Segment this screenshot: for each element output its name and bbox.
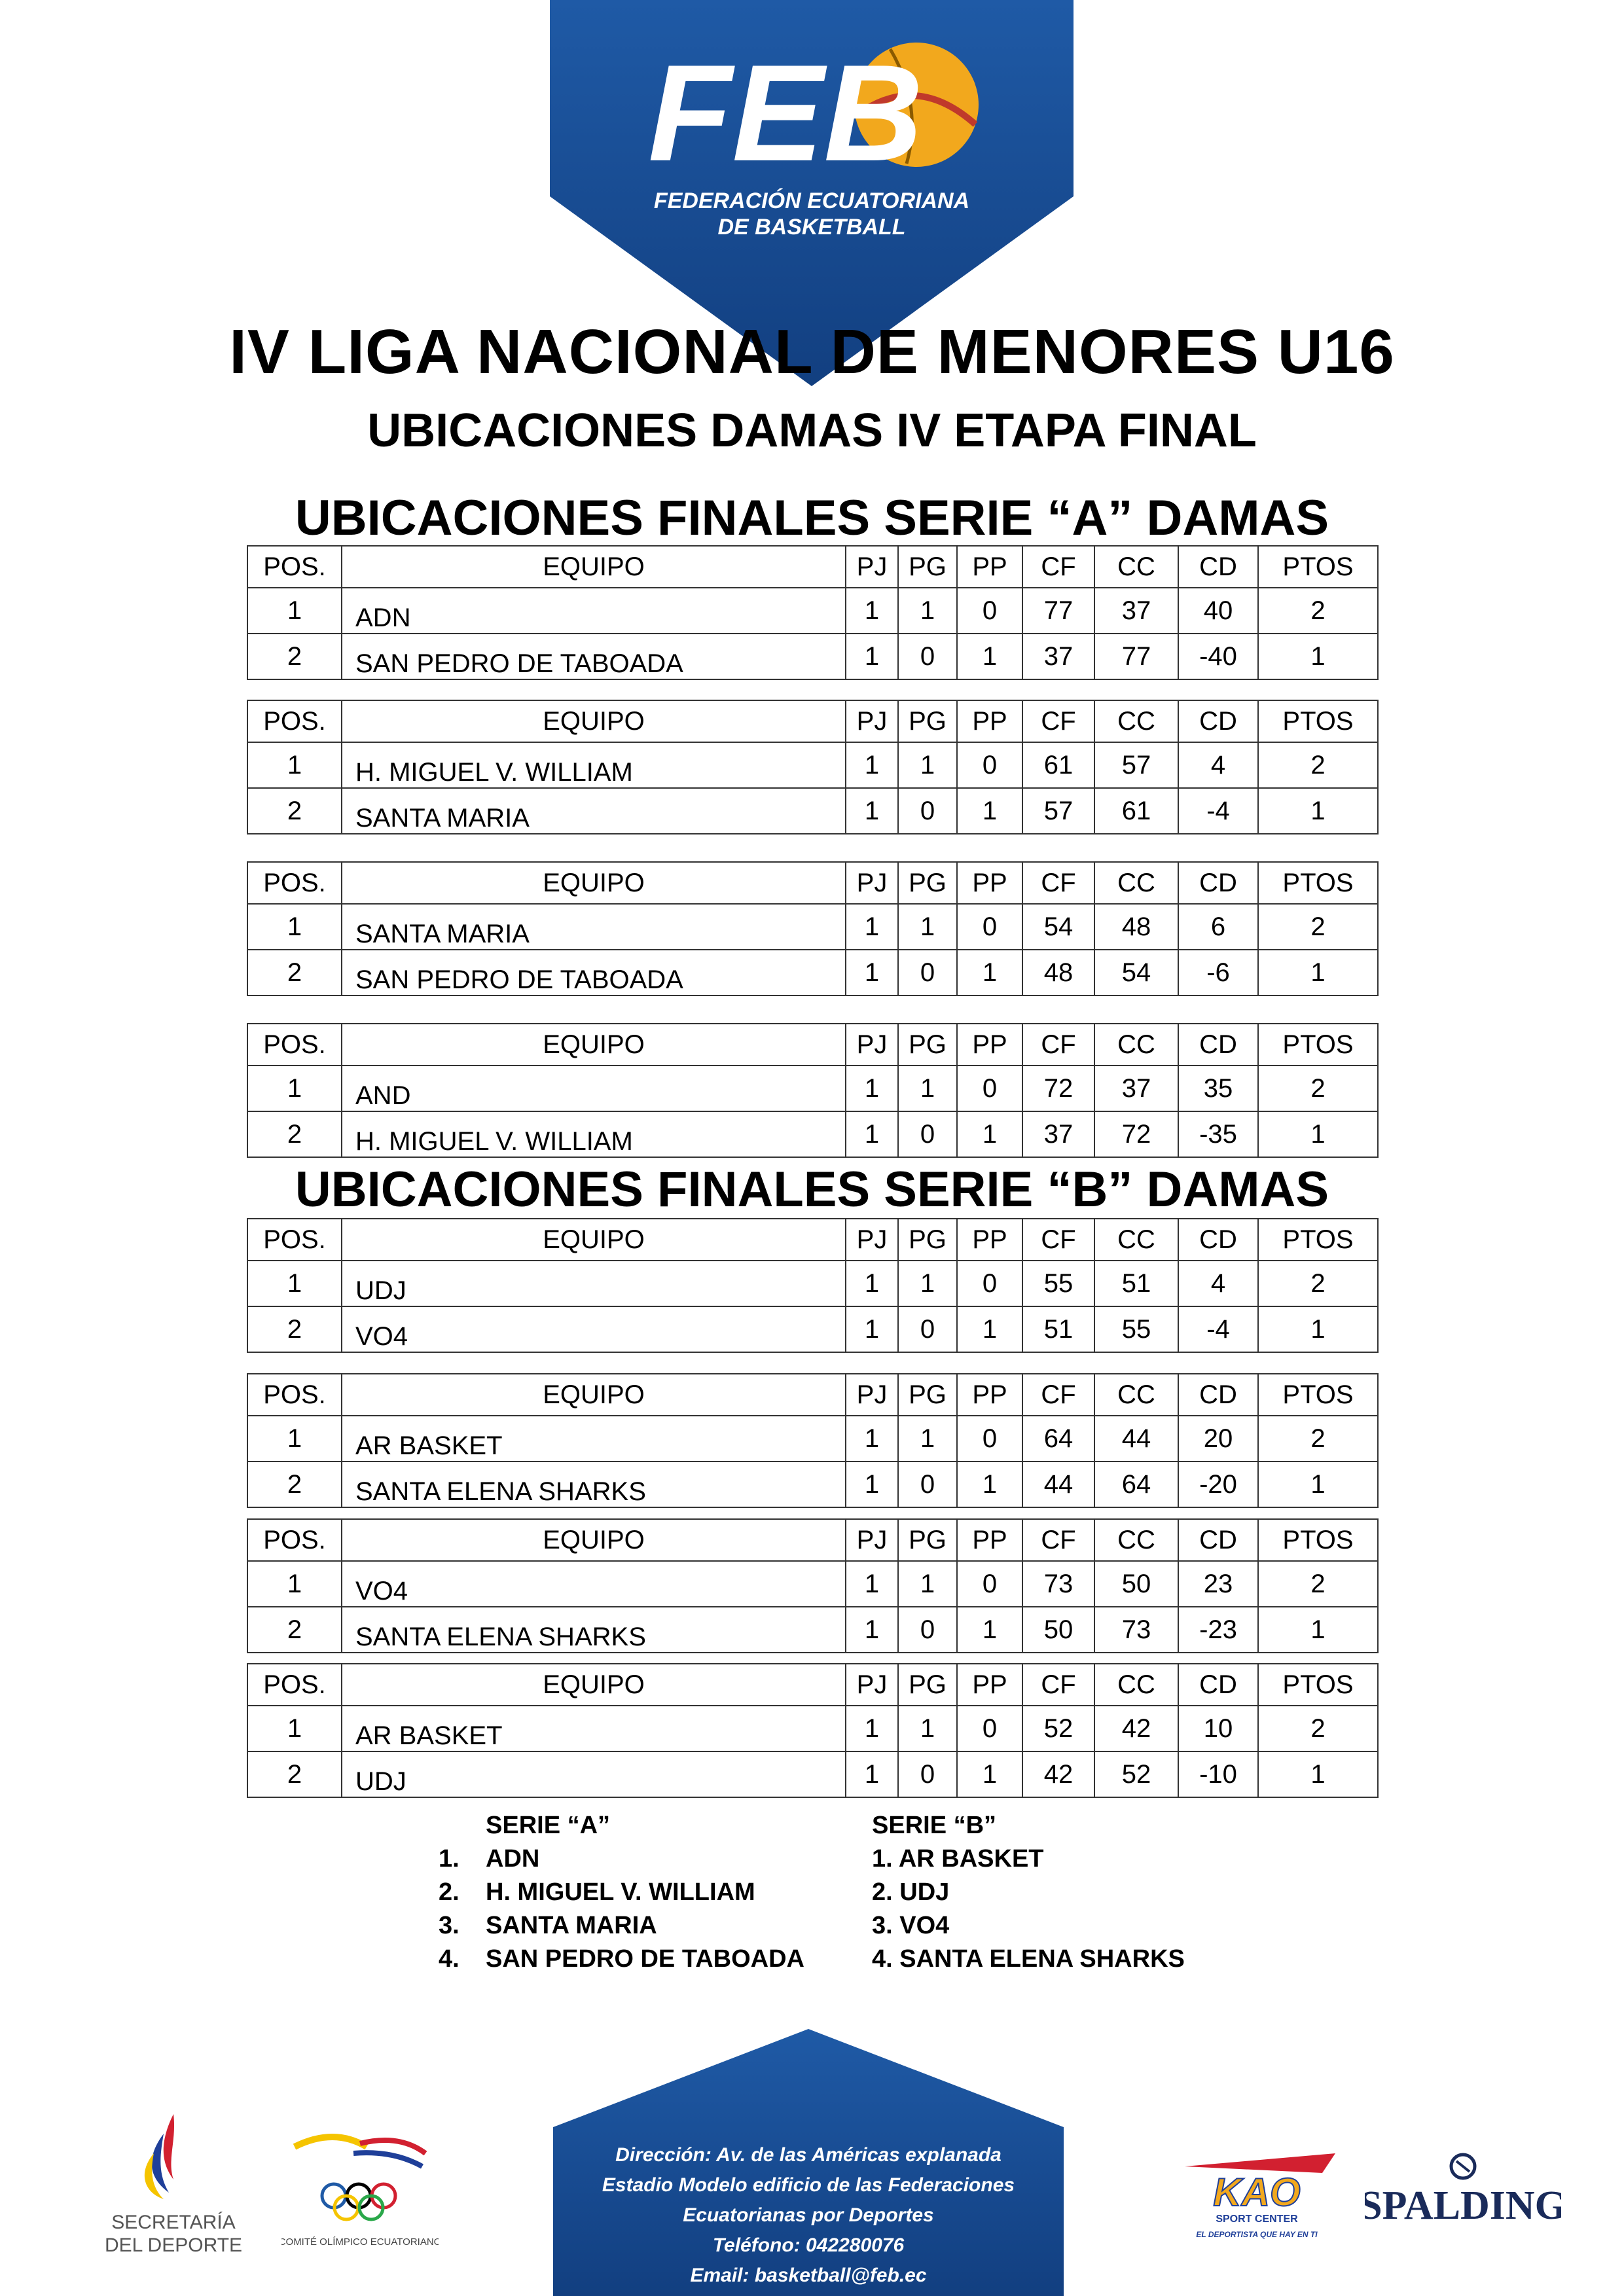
stat-cell: 1 xyxy=(846,1306,898,1352)
stat-cell: 2 xyxy=(1258,588,1378,634)
stat-cell: 64 xyxy=(1094,1462,1178,1507)
stat-cell: 0 xyxy=(898,1306,957,1352)
stat-cell: 77 xyxy=(1022,588,1094,634)
column-header: CD xyxy=(1178,1664,1258,1706)
stat-cell: 2 xyxy=(1258,1261,1378,1306)
table-row xyxy=(247,1111,1378,1157)
column-header: POS. xyxy=(247,1219,342,1261)
stat-cell: 0 xyxy=(898,1607,957,1653)
column-header: CF xyxy=(1022,700,1094,742)
stat-cell: 1 xyxy=(1258,1607,1378,1653)
list-item: 4. SANTA ELENA SHARKS xyxy=(872,1945,1185,1973)
serie-a-table-2 xyxy=(247,700,1379,834)
page-subtitle: UBICACIONES DAMAS IV ETAPA FINAL xyxy=(367,404,1257,457)
stat-cell: 1 xyxy=(247,1706,342,1751)
team-cell: SANTA ELENA SHARKS xyxy=(342,1462,846,1507)
stat-cell: 51 xyxy=(1022,1306,1094,1352)
column-header: CF xyxy=(1022,546,1094,588)
serie-b-table-1 xyxy=(247,1218,1379,1353)
stat-cell: 44 xyxy=(1094,1416,1178,1462)
stat-cell: 2 xyxy=(1258,1561,1378,1607)
stat-cell: 1 xyxy=(957,788,1022,834)
kao-sport-center-logo xyxy=(1159,2147,1355,2245)
serie-a-table-1 xyxy=(247,545,1379,680)
stat-cell: 6 xyxy=(1178,904,1258,950)
feb-logo-text: FEB xyxy=(648,36,923,190)
column-header: PP xyxy=(957,1024,1022,1066)
stat-cell: 2 xyxy=(1258,1066,1378,1111)
stat-cell: 1 xyxy=(898,1561,957,1607)
table-header-row xyxy=(247,1024,1378,1066)
column-header: POS. xyxy=(247,862,342,904)
team-cell: AND xyxy=(342,1066,846,1111)
stat-cell: 57 xyxy=(1022,788,1094,834)
column-header: PTOS xyxy=(1258,700,1378,742)
column-header: PG xyxy=(898,1664,957,1706)
column-header: PJ xyxy=(846,862,898,904)
column-header: POS. xyxy=(247,700,342,742)
team-cell: UDJ xyxy=(342,1261,846,1306)
table-row xyxy=(247,1607,1378,1653)
stat-cell: 73 xyxy=(1094,1607,1178,1653)
stat-cell: 77 xyxy=(1094,634,1178,679)
list-item: 4. SAN PEDRO DE TABOADA xyxy=(439,1945,804,1973)
column-header: CF xyxy=(1022,1219,1094,1261)
stat-cell: 1 xyxy=(898,1416,957,1462)
column-header: CC xyxy=(1094,546,1178,588)
column-header: CD xyxy=(1178,1374,1258,1416)
stat-cell: 0 xyxy=(957,1066,1022,1111)
stat-cell: 1 xyxy=(846,1561,898,1607)
stat-cell: 2 xyxy=(1258,1416,1378,1462)
column-header: PTOS xyxy=(1258,546,1378,588)
team-cell: SAN PEDRO DE TABOADA xyxy=(342,634,846,679)
table-row xyxy=(247,1066,1378,1111)
stat-cell: 1 xyxy=(898,1066,957,1111)
stat-cell: 64 xyxy=(1022,1416,1094,1462)
column-header: CF xyxy=(1022,1024,1094,1066)
stat-cell: 2 xyxy=(247,1111,342,1157)
stat-cell: 1 xyxy=(957,1111,1022,1157)
stat-cell: 1 xyxy=(846,950,898,996)
stat-cell: 1 xyxy=(247,1561,342,1607)
column-header: POS. xyxy=(247,1024,342,1066)
column-header: POS. xyxy=(247,546,342,588)
stat-cell: 57 xyxy=(1094,742,1178,788)
stat-cell: 1 xyxy=(898,742,957,788)
stat-cell: 48 xyxy=(1094,904,1178,950)
column-header: PG xyxy=(898,862,957,904)
column-header: PP xyxy=(957,862,1022,904)
stat-cell: 2 xyxy=(247,1607,342,1653)
stat-cell: -23 xyxy=(1178,1607,1258,1653)
column-header: EQUIPO xyxy=(342,546,846,588)
table-row xyxy=(247,1751,1378,1797)
stat-cell: -4 xyxy=(1178,788,1258,834)
stat-cell: 2 xyxy=(1258,742,1378,788)
federation-address: Dirección: Av. de las Américas explanada Estadio Modelo edificio de las Federaciones Ecuatorianas por Deportes Teléfono: 042280076 Email: basketball@feb.ec xyxy=(602,2144,1015,2286)
stat-cell: 37 xyxy=(1022,1111,1094,1157)
page-title: IV LIGA NACIONAL DE MENORES U16 xyxy=(229,317,1395,387)
column-header: CC xyxy=(1094,1219,1178,1261)
stat-cell: 54 xyxy=(1022,904,1094,950)
stat-cell: -10 xyxy=(1178,1751,1258,1797)
serie-a-table-4 xyxy=(247,1023,1379,1158)
column-header: CC xyxy=(1094,1519,1178,1561)
team-cell: H. MIGUEL V. WILLIAM xyxy=(342,742,846,788)
stat-cell: -40 xyxy=(1178,634,1258,679)
stat-cell: 61 xyxy=(1022,742,1094,788)
team-cell: H. MIGUEL V. WILLIAM xyxy=(342,1111,846,1157)
stat-cell: 2 xyxy=(1258,1706,1378,1751)
column-header: CF xyxy=(1022,862,1094,904)
stat-cell: 50 xyxy=(1094,1561,1178,1607)
team-cell: ADN xyxy=(342,588,846,634)
stat-cell: 72 xyxy=(1022,1066,1094,1111)
stat-cell: 40 xyxy=(1178,588,1258,634)
secretaria-deporte-logo xyxy=(92,2108,255,2258)
stat-cell: 37 xyxy=(1022,634,1094,679)
stat-cell: 1 xyxy=(898,1706,957,1751)
stat-cell: 2 xyxy=(247,634,342,679)
stat-cell: 1 xyxy=(957,1751,1022,1797)
team-cell: SANTA MARIA xyxy=(342,904,846,950)
stat-cell: 0 xyxy=(898,950,957,996)
column-header: CF xyxy=(1022,1374,1094,1416)
table-header-row xyxy=(247,700,1378,742)
column-header: PG xyxy=(898,1219,957,1261)
table-row xyxy=(247,788,1378,834)
column-header: CD xyxy=(1178,1024,1258,1066)
column-header: CF xyxy=(1022,1664,1094,1706)
stat-cell: 1 xyxy=(898,1261,957,1306)
table-header-row xyxy=(247,1664,1378,1706)
stat-cell: 42 xyxy=(1094,1706,1178,1751)
stat-cell: 1 xyxy=(846,1111,898,1157)
column-header: CC xyxy=(1094,1664,1178,1706)
stat-cell: 55 xyxy=(1094,1306,1178,1352)
stat-cell: 2 xyxy=(247,1306,342,1352)
stat-cell: 42 xyxy=(1022,1751,1094,1797)
stat-cell: 0 xyxy=(898,634,957,679)
list-item: 1. ADN xyxy=(439,1845,540,1873)
column-header: PP xyxy=(957,1519,1022,1561)
column-header: EQUIPO xyxy=(342,1219,846,1261)
table-header-row xyxy=(247,1519,1378,1561)
table-row xyxy=(247,1706,1378,1751)
stat-cell: 0 xyxy=(898,1462,957,1507)
column-header: PP xyxy=(957,546,1022,588)
stat-cell: 0 xyxy=(898,788,957,834)
table-row xyxy=(247,950,1378,996)
serie-b-table-3 xyxy=(247,1518,1379,1653)
serie-b-title: UBICACIONES FINALES SERIE “B” DAMAS xyxy=(295,1162,1329,1217)
stat-cell: 72 xyxy=(1094,1111,1178,1157)
stat-cell: 1 xyxy=(898,588,957,634)
stat-cell: 52 xyxy=(1094,1751,1178,1797)
final-list-serie-a xyxy=(439,1809,804,1976)
final-list-serie-b xyxy=(872,1809,1185,1976)
serie-b-table-4 xyxy=(247,1663,1379,1798)
column-header: POS. xyxy=(247,1519,342,1561)
stat-cell: 1 xyxy=(846,1462,898,1507)
table-header-row xyxy=(247,1374,1378,1416)
table-row xyxy=(247,742,1378,788)
stat-cell: 2 xyxy=(247,1751,342,1797)
team-cell: SAN PEDRO DE TABOADA xyxy=(342,950,846,996)
stat-cell: 35 xyxy=(1178,1066,1258,1111)
svg-text:SPALDING: SPALDING xyxy=(1365,2183,1561,2228)
table-header-row xyxy=(247,862,1378,904)
team-cell: AR BASKET xyxy=(342,1416,846,1462)
stat-cell: -35 xyxy=(1178,1111,1258,1157)
stat-cell: 0 xyxy=(898,1111,957,1157)
column-header: CF xyxy=(1022,1519,1094,1561)
column-header: EQUIPO xyxy=(342,1664,846,1706)
stat-cell: -20 xyxy=(1178,1462,1258,1507)
column-header: EQUIPO xyxy=(342,700,846,742)
table-header-row xyxy=(247,1219,1378,1261)
stat-cell: 20 xyxy=(1178,1416,1258,1462)
stat-cell: 51 xyxy=(1094,1261,1178,1306)
column-header: PTOS xyxy=(1258,1519,1378,1561)
column-header: POS. xyxy=(247,1664,342,1706)
column-header: CD xyxy=(1178,1219,1258,1261)
comite-olimpico-logo xyxy=(281,2121,439,2258)
column-header: PJ xyxy=(846,1374,898,1416)
stat-cell: 52 xyxy=(1022,1706,1094,1751)
list-item: 1. AR BASKET xyxy=(872,1845,1044,1873)
column-header: PP xyxy=(957,1219,1022,1261)
column-header: PG xyxy=(898,1024,957,1066)
stat-cell: 1 xyxy=(1258,1462,1378,1507)
stat-cell: 37 xyxy=(1094,1066,1178,1111)
stat-cell: 1 xyxy=(846,788,898,834)
column-header: CD xyxy=(1178,862,1258,904)
stat-cell: 1 xyxy=(247,1066,342,1111)
stat-cell: 1 xyxy=(846,1261,898,1306)
stat-cell: 4 xyxy=(1178,742,1258,788)
column-header: PP xyxy=(957,700,1022,742)
svg-text:SECRETARÍA: SECRETARÍA xyxy=(111,2212,236,2233)
serie-a-title: UBICACIONES FINALES SERIE “A” DAMAS xyxy=(295,490,1329,546)
list-item: 2. UDJ xyxy=(872,1878,950,1906)
table-row xyxy=(247,634,1378,679)
stat-cell: 55 xyxy=(1022,1261,1094,1306)
column-header: CD xyxy=(1178,1519,1258,1561)
stat-cell: 1 xyxy=(1258,634,1378,679)
table-row xyxy=(247,1462,1378,1507)
column-header: PJ xyxy=(846,700,898,742)
stat-cell: 1 xyxy=(957,1306,1022,1352)
stat-cell: 44 xyxy=(1022,1462,1094,1507)
stat-cell: 0 xyxy=(957,742,1022,788)
stat-cell: 73 xyxy=(1022,1561,1094,1607)
stat-cell: 1 xyxy=(247,742,342,788)
final-list-b-title: SERIE “B” xyxy=(872,1812,997,1839)
stat-cell: 1 xyxy=(846,634,898,679)
stat-cell: 1 xyxy=(846,742,898,788)
stat-cell: -4 xyxy=(1178,1306,1258,1352)
table-row xyxy=(247,1306,1378,1352)
team-cell: SANTA MARIA xyxy=(342,788,846,834)
stat-cell: 1 xyxy=(957,634,1022,679)
stat-cell: 1 xyxy=(247,1416,342,1462)
stat-cell: 0 xyxy=(957,904,1022,950)
stat-cell: 1 xyxy=(846,904,898,950)
svg-text:EL DEPORTISTA QUE HAY EN TI: EL DEPORTISTA QUE HAY EN TI xyxy=(1196,2230,1318,2239)
column-header: CD xyxy=(1178,700,1258,742)
table-row xyxy=(247,1261,1378,1306)
serie-a-table-3 xyxy=(247,861,1379,996)
stat-cell: 1 xyxy=(247,1261,342,1306)
stat-cell: 1 xyxy=(846,1416,898,1462)
column-header: PJ xyxy=(846,1024,898,1066)
list-item: 3. VO4 xyxy=(872,1912,950,1939)
column-header: PTOS xyxy=(1258,1374,1378,1416)
stat-cell: 48 xyxy=(1022,950,1094,996)
column-header: PTOS xyxy=(1258,1219,1378,1261)
list-item: 2. H. MIGUEL V. WILLIAM xyxy=(439,1878,755,1906)
column-header: POS. xyxy=(247,1374,342,1416)
column-header: PJ xyxy=(846,1519,898,1561)
stat-cell: 1 xyxy=(846,1066,898,1111)
svg-text:KAO: KAO xyxy=(1213,2170,1301,2214)
table-header-row xyxy=(247,546,1378,588)
stat-cell: -6 xyxy=(1178,950,1258,996)
stat-cell: 2 xyxy=(247,1462,342,1507)
stat-cell: 0 xyxy=(898,1751,957,1797)
stat-cell: 1 xyxy=(846,1607,898,1653)
stat-cell: 1 xyxy=(957,1607,1022,1653)
stat-cell: 37 xyxy=(1094,588,1178,634)
column-header: PG xyxy=(898,1519,957,1561)
column-header: CC xyxy=(1094,1024,1178,1066)
svg-text:FEDERACIÓN ECUATORIANA: FEDERACIÓN ECUATORIANA xyxy=(653,188,970,213)
column-header: CD xyxy=(1178,546,1258,588)
stat-cell: 2 xyxy=(247,950,342,996)
stat-cell: 2 xyxy=(1258,904,1378,950)
team-cell: VO4 xyxy=(342,1306,846,1352)
svg-text:DEL DEPORTE: DEL DEPORTE xyxy=(104,2234,243,2256)
team-cell: UDJ xyxy=(342,1751,846,1797)
stat-cell: 4 xyxy=(1178,1261,1258,1306)
stat-cell: 1 xyxy=(247,588,342,634)
table-row xyxy=(247,904,1378,950)
stat-cell: 0 xyxy=(957,1706,1022,1751)
column-header: PP xyxy=(957,1664,1022,1706)
stat-cell: 1 xyxy=(846,1751,898,1797)
stat-cell: 0 xyxy=(957,588,1022,634)
table-row xyxy=(247,1416,1378,1462)
column-header: PG xyxy=(898,1374,957,1416)
column-header: PTOS xyxy=(1258,862,1378,904)
stat-cell: 0 xyxy=(957,1416,1022,1462)
column-header: CC xyxy=(1094,700,1178,742)
column-header: PTOS xyxy=(1258,1024,1378,1066)
team-cell: VO4 xyxy=(342,1561,846,1607)
column-header: PG xyxy=(898,546,957,588)
stat-cell: 1 xyxy=(846,1706,898,1751)
stat-cell: 23 xyxy=(1178,1561,1258,1607)
column-header: PJ xyxy=(846,546,898,588)
spalding-logo xyxy=(1365,2147,1561,2245)
stat-cell: 61 xyxy=(1094,788,1178,834)
column-header: EQUIPO xyxy=(342,1374,846,1416)
column-header: PG xyxy=(898,700,957,742)
table-row xyxy=(247,588,1378,634)
stat-cell: 1 xyxy=(898,904,957,950)
stat-cell: 0 xyxy=(957,1261,1022,1306)
stat-cell: 1 xyxy=(1258,1751,1378,1797)
stat-cell: 1 xyxy=(846,588,898,634)
stat-cell: 10 xyxy=(1178,1706,1258,1751)
team-cell: AR BASKET xyxy=(342,1706,846,1751)
column-header: PJ xyxy=(846,1664,898,1706)
stat-cell: 1 xyxy=(1258,1306,1378,1352)
svg-text:SPORT CENTER: SPORT CENTER xyxy=(1216,2214,1298,2225)
final-list-a-title: SERIE “A” xyxy=(486,1812,611,1839)
team-cell: SANTA ELENA SHARKS xyxy=(342,1607,846,1653)
column-header: EQUIPO xyxy=(342,862,846,904)
stat-cell: 1 xyxy=(957,950,1022,996)
stat-cell: 1 xyxy=(1258,1111,1378,1157)
column-header: PP xyxy=(957,1374,1022,1416)
stat-cell: 54 xyxy=(1094,950,1178,996)
stat-cell: 1 xyxy=(1258,950,1378,996)
stat-cell: 2 xyxy=(247,788,342,834)
svg-text:DE BASKETBALL: DE BASKETBALL xyxy=(717,215,906,240)
column-header: EQUIPO xyxy=(342,1024,846,1066)
column-header: CC xyxy=(1094,1374,1178,1416)
list-item: 3. SANTA MARIA xyxy=(439,1912,657,1939)
stat-cell: 1 xyxy=(957,1462,1022,1507)
column-header: PTOS xyxy=(1258,1664,1378,1706)
column-header: PJ xyxy=(846,1219,898,1261)
column-header: EQUIPO xyxy=(342,1519,846,1561)
stat-cell: 1 xyxy=(1258,788,1378,834)
serie-b-table-2 xyxy=(247,1373,1379,1508)
stat-cell: 0 xyxy=(957,1561,1022,1607)
column-header: CC xyxy=(1094,862,1178,904)
svg-text:COMITÉ OLÍMPICO ECUATORIANO: COMITÉ OLÍMPICO ECUATORIANO xyxy=(281,2236,439,2248)
stat-cell: 1 xyxy=(247,904,342,950)
table-row xyxy=(247,1561,1378,1607)
stat-cell: 50 xyxy=(1022,1607,1094,1653)
